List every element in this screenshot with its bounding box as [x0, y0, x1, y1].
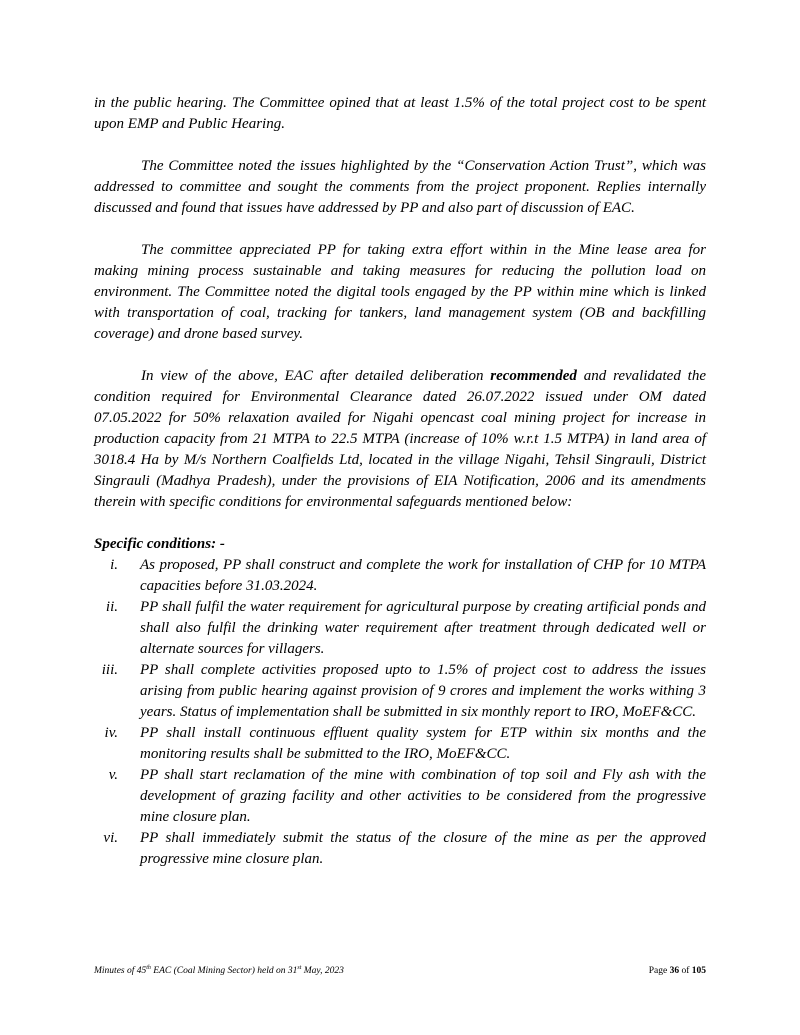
footer-ordinal-th: th — [146, 964, 151, 971]
condition-item — [94, 765, 706, 828]
condition-number: i. — [110, 557, 118, 573]
footer-meeting-date: May, 2023 — [301, 966, 344, 976]
condition-text: PP shall install continuous effluent quality system for ETP within six months and the monitoring results shall be submitted to the IRO, MoEF&CC. — [140, 725, 706, 762]
condition-number: iv. — [104, 725, 118, 741]
page-total: 105 — [691, 966, 706, 976]
condition-item — [94, 723, 706, 765]
footer-ordinal-st: st — [297, 964, 302, 971]
footer-meeting-title — [94, 965, 344, 977]
paragraph-committee-appreciation: The committee appreciated PP for taking extra effort within in the Mine lease area for making mining process sustainable and taking measures for reducing the pollution load on environment. The Committee noted the digital tools engaged by the PP within mine which is linked with transportation of coal, tracking for tankers, land management system (OB and backfilling coverage) and drone based survey. — [94, 242, 706, 342]
page-of: of — [679, 966, 692, 976]
footer-meeting-prefix: Minutes of 45 — [94, 966, 147, 976]
page-content — [94, 93, 706, 870]
condition-number: iii. — [101, 662, 118, 678]
condition-item — [94, 555, 706, 597]
page-current: 36 — [669, 966, 680, 976]
recommendation-keyword: recommended — [490, 368, 577, 384]
page-footer — [94, 965, 706, 979]
condition-number: vi. — [103, 830, 118, 846]
condition-text: PP shall complete activities proposed upto to 1.5% of project cost to address the issues arising from public hearing against provision of 9 crores and implement the works withing 3 years. Status of implementation shall be submitted in six monthly report to IRO, MoEF&CC. — [140, 662, 706, 720]
condition-text: As proposed, PP shall construct and complete the work for installation of CHP for 10 MTPA capacities before 31.03.2024. — [140, 557, 706, 594]
paragraph-recommendation — [94, 366, 706, 513]
page-number — [649, 965, 706, 977]
condition-text: PP shall start reclamation of the mine with combination of top soil and Fly ash with the development of grazing facility and other activities to be considered from the progressive mine closure plan. — [140, 767, 706, 825]
condition-item — [94, 597, 706, 660]
condition-text: PP shall fulfil the water requirement for agricultural purpose by creating artificial ponds and shall also fulfil the drinking water requirement after treatment through dedicated well or alternate sources for villagers. — [140, 599, 706, 657]
condition-text: PP shall immediately submit the status of the closure of the mine as per the approved progressive mine closure plan. — [140, 830, 706, 867]
condition-number: ii. — [105, 599, 118, 615]
specific-conditions-list — [94, 555, 706, 870]
condition-number: v. — [108, 767, 118, 783]
condition-item — [94, 660, 706, 723]
page-label: Page — [648, 966, 670, 976]
paragraph-conservation-action-trust: The Committee noted the issues highlighted by the “Conservation Action Trust”, which was addressed to committee and sought the comments from the project proponent. Replies internally discussed and found that issues have addressed by PP and also part of discussion of EAC. — [94, 158, 706, 216]
condition-item — [94, 828, 706, 870]
recommendation-text-after: and revalidated the condition required for Environmental Clearance dated 26.07.2022 issued under OM dated 07.05.2022 for 50% relaxation availed for Nigahi opencast coal mining project for increase in production capacity from 21 MTPA to 22.5 MTPA (increase of 10% w.r.t 1.5 MTPA) in land area of 3018.4 Ha by M/s Northern Coalfields Ltd, located in the village Nigahi, Tehsil Singrauli, District Singrauli (Madhya Pradesh), under the provisions of EIA Notification, 2006 and its amendments therein with specific conditions for environmental safeguards mentioned below: — [94, 368, 706, 510]
recommendation-text-before: In view of the above, EAC after detailed deliberation — [141, 368, 491, 384]
paragraph-public-hearing: in the public hearing. The Committee opined that at least 1.5% of the total project cost to be spent upon EMP and Public Hearing. — [94, 95, 706, 132]
footer-meeting-middle: EAC (Coal Mining Sector) held on 31 — [150, 966, 298, 976]
specific-conditions-heading: Specific conditions: - — [94, 536, 225, 552]
